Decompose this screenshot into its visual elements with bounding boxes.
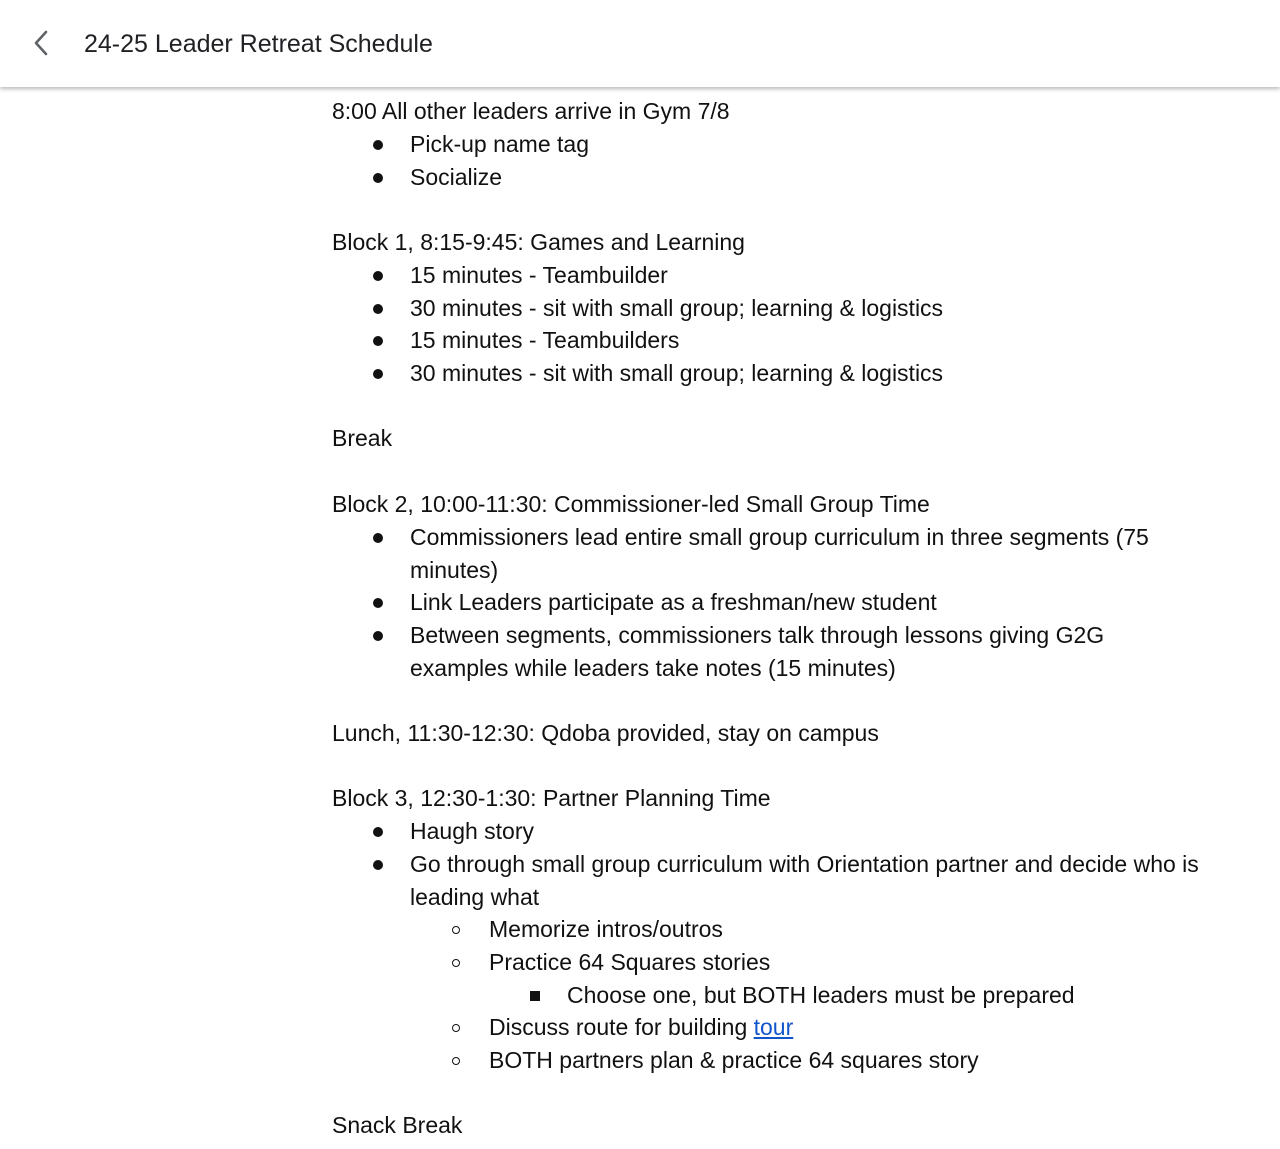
back-button[interactable] [22, 24, 60, 62]
bullet-disc [373, 304, 383, 314]
break-text: Break [332, 425, 393, 451]
bullet-disc [373, 336, 383, 346]
list-item: Between segments, commissioners talk through lessons giving G2G examples while leaders take notes (15 minutes) [410, 622, 1105, 681]
bullet-disc [373, 827, 383, 837]
list-item: Haugh story [410, 818, 535, 844]
list-item: 30 minutes - sit with small group; learning & logistics [410, 295, 944, 321]
bullet-circle [452, 926, 460, 934]
list-item: Pick-up name tag [410, 131, 589, 157]
bullet-disc [373, 860, 383, 870]
sub-sub-list-item: Choose one, but BOTH leaders must be prepared [567, 982, 1075, 1008]
bullet-disc [373, 533, 383, 543]
document-body[interactable] [0, 87, 1280, 1149]
bullet-square [530, 991, 540, 1001]
sub-list-item: BOTH partners plan & practice 64 squares story [489, 1047, 979, 1073]
bullet-disc [373, 631, 383, 641]
list-item: 15 minutes - Teambuilders [410, 327, 680, 353]
list-item: Socialize [410, 164, 503, 190]
bullet-disc [373, 598, 383, 608]
bullet-disc [373, 369, 383, 379]
block3-heading: Block 3, 12:30-1:30: Partner Planning Time [332, 785, 771, 811]
document-title: 24-25 Leader Retreat Schedule [84, 30, 433, 58]
bullet-circle [452, 1057, 460, 1065]
arrival-heading: 8:00 All other leaders arrive in Gym 7/8 [332, 98, 730, 124]
sub-list-item: Practice 64 Squares stories [489, 949, 771, 975]
sub-list-item-route [489, 1011, 793, 1044]
bullet-disc [373, 173, 383, 183]
tour-link[interactable]: tour [753, 1014, 794, 1040]
sub-list-item: Memorize intros/outros [489, 916, 723, 942]
route-text: Discuss route for building [489, 1014, 754, 1040]
snack-break-text: Snack Break [332, 1112, 463, 1138]
app-bar [0, 0, 1280, 87]
block1-heading: Block 1, 8:15-9:45: Games and Learning [332, 229, 745, 255]
block2-heading: Block 2, 10:00-11:30: Commissioner-led Small Group Time [332, 491, 930, 517]
lunch-text: Lunch, 11:30-12:30: Qdoba provided, stay on campus [332, 720, 879, 746]
bullet-disc [373, 271, 383, 281]
list-item: Link Leaders participate as a freshman/new student [410, 589, 937, 615]
chevron-left-icon [30, 28, 52, 58]
bullet-circle [452, 959, 460, 967]
bullet-disc [373, 140, 383, 150]
bullet-circle [452, 1024, 460, 1032]
list-item: Go through small group curriculum with Orientation partner and decide who is leading what [410, 851, 1199, 910]
list-item: 30 minutes - sit with small group; learning & logistics [410, 360, 944, 386]
list-item: 15 minutes - Teambuilder [410, 262, 668, 288]
list-item: Commissioners lead entire small group curriculum in three segments (75 minutes) [410, 524, 1149, 583]
